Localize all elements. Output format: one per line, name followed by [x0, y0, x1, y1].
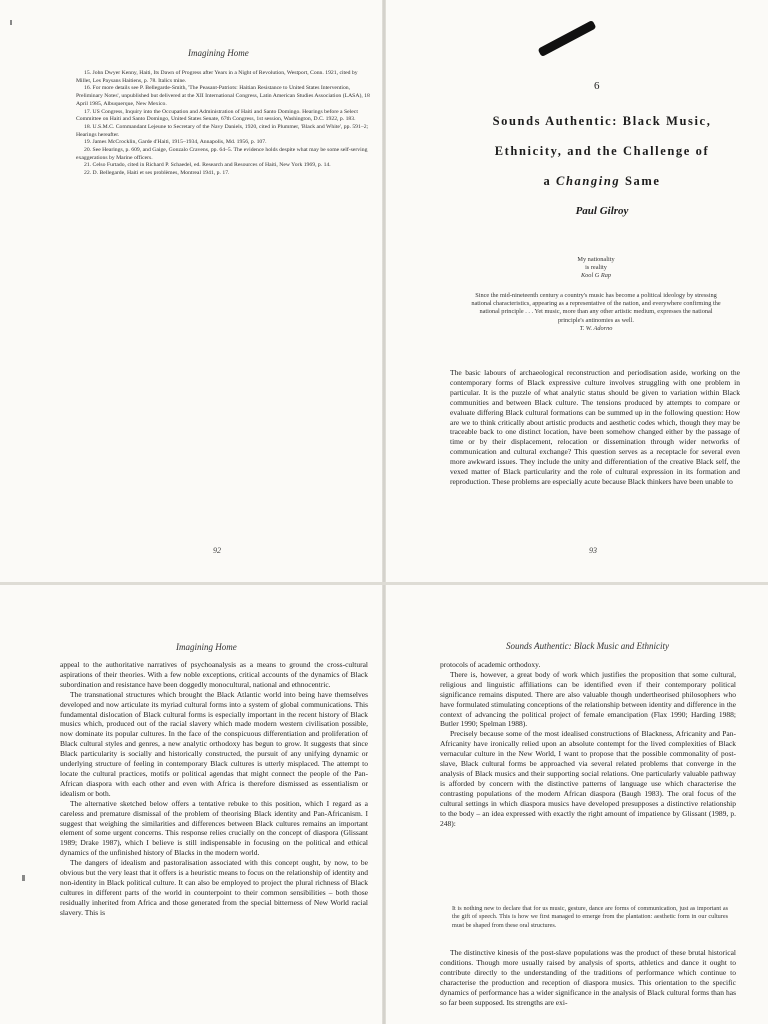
- epigraph-text: Since the mid-nineteenth century a country's music has become a political ideology by stressing national characteristics, appearing as a representative of the nation, and everywhere confirming the national principle . . . Yet music, more than any other artistic medium, expresses the national principle's antinomies as well.: [471, 292, 721, 324]
- margin-mark: [22, 875, 25, 881]
- chapter-title-line: [482, 166, 722, 196]
- chapter-title-word: a: [543, 174, 552, 188]
- chapter-number: 6: [594, 80, 600, 92]
- chapter-title-line: Ethnicity, and the Challenge of: [494, 144, 710, 158]
- running-head: Imagining Home: [176, 642, 237, 652]
- epigraph-source: Kool G Rap: [580, 272, 612, 280]
- body-text: [440, 660, 736, 828]
- book-gutter: [382, 0, 386, 1024]
- endnote: 20. See Hearings, p. 609, and Gaige, Gonzalo Cravens, pp. 64–5. The evidence holds despite what may be some self-serving exaggerations by Marine officers.: [76, 147, 368, 161]
- endnote: 22. D. Bellegarde, Haiti et ses problèmes, Montreal 1941, p. 17.: [84, 170, 230, 177]
- body-text-continued: [440, 948, 736, 1007]
- chapter-title-line: Sounds Authentic: Black Music,: [492, 114, 712, 128]
- epigraph-line: is reality: [585, 264, 607, 272]
- epigraph-source: T. W. Adorno: [579, 324, 613, 332]
- paragraph: Precisely because some of the most idealised constructions of Blackness, Africanity and Pan-Africanity have ironically relied upon an absolute contempt for the lived complexities of Black vernacular culture in the New World, I want to propose that the possible commonality of post-slave, Black cultural forms be approached via several related problems that converge in the analysis of Black musics and their supporting social relations. One particularly valuable pathway is afforded by concern with the distinctive patterns of language use which characterise the contrasting populations of the modern African diaspora (Baugh 1983). The oral focus of the cultural settings in which diaspora musics have developed presupposes a distinctive relationship to the body – an idea expressed with exactly the right amount of impatience by Glissant (1989, p. 248):: [440, 729, 736, 828]
- paragraph: The basic labours of archaeological reconstruction and periodisation aside, working on the contemporary forms of Black expressive culture involves struggling with one problem in particular. It is the puzzle of what analytic status should be given to variation within Black communities and between Black culture. The tensions produced by attempts to compare or evaluate differing Black cultural formations can be summed up in the following question: How are we to think critically about artistic products and aesthetic codes which, though they may be traceable back to one distinct location, have been somehow changed either by the passage of time or by their displacement, relocation or dissemination through wider networks of communication and cultural exchange? This question serves as a receptacle for several even more awkward issues. They include the unity and differentiation of the creative Black self, the vexed matter of Black particularity and the role of cultural expression in its formation and reproduction. These problems are especially acute because Black thinkers have been unable to: [450, 368, 740, 486]
- body-text: [60, 660, 368, 918]
- running-head: Imagining Home: [188, 48, 249, 58]
- margin-mark: [10, 20, 12, 25]
- endnote: 17. US Congress, Inquiry into the Occupation and Administration of Haiti and Santo Domingo. Hearings before a Select Committee on Haiti and Santo Domingo, United States Senate, 67th Congress, 1st session, Washington, D.C. 1922, p. 183.: [76, 108, 358, 123]
- scan-divider: [0, 582, 768, 585]
- chapter-title-word: Same: [624, 174, 661, 188]
- page-number: 92: [213, 546, 221, 555]
- paragraph: The transnational structures which brought the Black Atlantic world into being have themselves developed and now articulate its myriad cultural forms into a system of global communications. This fundamental dislocation of Black cultural forms is especially important in the recent history of Black musics which, produced out of the racial slavery which made modern western civilisation possible, now dominate its popular cultures. In the face of the conspicuous differentiation and proliferation of Black cultural styles and genres, a new analytic orthodoxy has begun to grow. It suggests that since Black particularity is socially and historically constructed, the pursuit of any unifying dynamic or underlying structure of feeling in contemporary Black cultures is utterly misplaced. The attempt to locate the cultural practices, motifs or political agendas that might connect the people of the Pan-African diaspora with each other and even with Africa is therefore dismissed as essentialism or idealism or both.: [60, 689, 368, 798]
- endnote: 15. John Dwyer Kenny, Haiti, Its Dawn of Progress after Years in a Night of Revolution, Westport, Conn. 1921, cited by Millet, Les Paysans Haitiens, p. 78. Italics mine.: [76, 70, 358, 84]
- running-head: Sounds Authentic: Black Music and Ethnicity: [506, 641, 670, 651]
- chapter-title-word: Changing: [556, 174, 621, 188]
- paragraph: The alternative sketched below offers a tentative rebuke to this position, which I regard as a careless and premature dismissal of the problem of theorising Black identity and Pan-Africanism. I suggest that weighing the similarities and differences between Black cultures remains an important element of some urgent concerns. This response relies crucially on the concept of diaspora (Glissant 1989; Drake 1987), which I believe is still indispensable in focusing on the political and ethical dynamics of the unfinished history of Blacks in the modern world.: [60, 798, 368, 858]
- endnote: 21. Celso Furtado, cited in Richard P. Schaedel, ed. Research and Resources of Haiti, New York 1969, p. 14.: [84, 162, 331, 169]
- endnote: 18. U.S.M.C. Commandant Lejeune to Secretary of the Navy Daniels, 1920, cited in Plummer, 'Black and White', pp. 591–2; Hearings hereafter.: [76, 123, 369, 138]
- block-quote: It is nothing new to declare that for us music, gesture, dance are forms of communication, just as important as the gift of speech. This is how we first managed to emerge from the plantation: aesthetic form in our cultures must be shaped from these oral structures.: [452, 905, 728, 929]
- epigraph-line: My nationality: [577, 256, 615, 263]
- chapter-author: Paul Gilroy: [575, 205, 629, 217]
- epigraph: [468, 292, 724, 333]
- paragraph: appeal to the authoritative narratives of psychoanalysis as a means to ground the cross-cultural aspirations of their theories. With a few noble exceptions, critical accounts of the dynamics of Black subordination and resistance have been doggedly monocultural, national and ethnocentric.: [60, 660, 368, 689]
- endnotes: [76, 70, 370, 178]
- endnote: 16. For more details see P. Bellegarde-Smith, 'The Peasant-Patriots: Haitian Resistance to United States Intervention, Preliminary Notes', unpublished but delivered at the XII International Congress, Latin American Studies Association (LASA), 18 April 1985, Albuquerque, New Mexico.: [76, 85, 370, 107]
- paragraph: The distinctive kinesis of the post-slave populations was the product of these brutal historical conditions. Though more usually raised by analysis of sports, athletics and dance it ought to contribute directly to the understanding of the traditions of performance which continue to characterise the production and reception of diaspora musics. This orientation to the specific dynamics of performance has a wider significance in the analysis of Black cultural forms than has so far been supposed. Its strengths are exi-: [440, 948, 736, 1007]
- chapter-opening-text: [450, 368, 740, 487]
- endnote: 19. James McCrocklin, Garde d'Haiti, 1915–1934, Annapolis, Md. 1956, p. 107.: [84, 139, 267, 146]
- page-92: [0, 0, 384, 582]
- chapter-title: [482, 106, 722, 196]
- page-bottom-left: [0, 585, 384, 1024]
- epigraph: [464, 256, 728, 281]
- page-number: 93: [589, 546, 597, 555]
- paragraph: There is, however, a great body of work which justifies the proposition that some cultural, religious and linguistic affiliations can be identified even if their contemporary political significance remains disputed. There are also valuable though undertheorised philosophers who have formulated stimulating conceptions of the relationship between identity and difference in the context of advancing the political project of female emancipation (Flax 1990; Harding 1988; Butler 1990; Spelman 1988).: [440, 669, 736, 729]
- page-93: [384, 0, 768, 582]
- paragraph: protocols of academic orthodoxy.: [440, 660, 541, 669]
- paragraph: The dangers of idealism and pastoralisation associated with this concept ought, by now, to be obvious but the very least that it offers is a heuristic means to focus on the relationship of identity and non-identity in Black political culture. It can also be employed to project the plural richness of Black cultures in different parts of the world in counterpoint to their common sensibilities – both those residually inherited from Africa and those generated from the special bitterness of New World racial slavery. This is: [60, 858, 368, 917]
